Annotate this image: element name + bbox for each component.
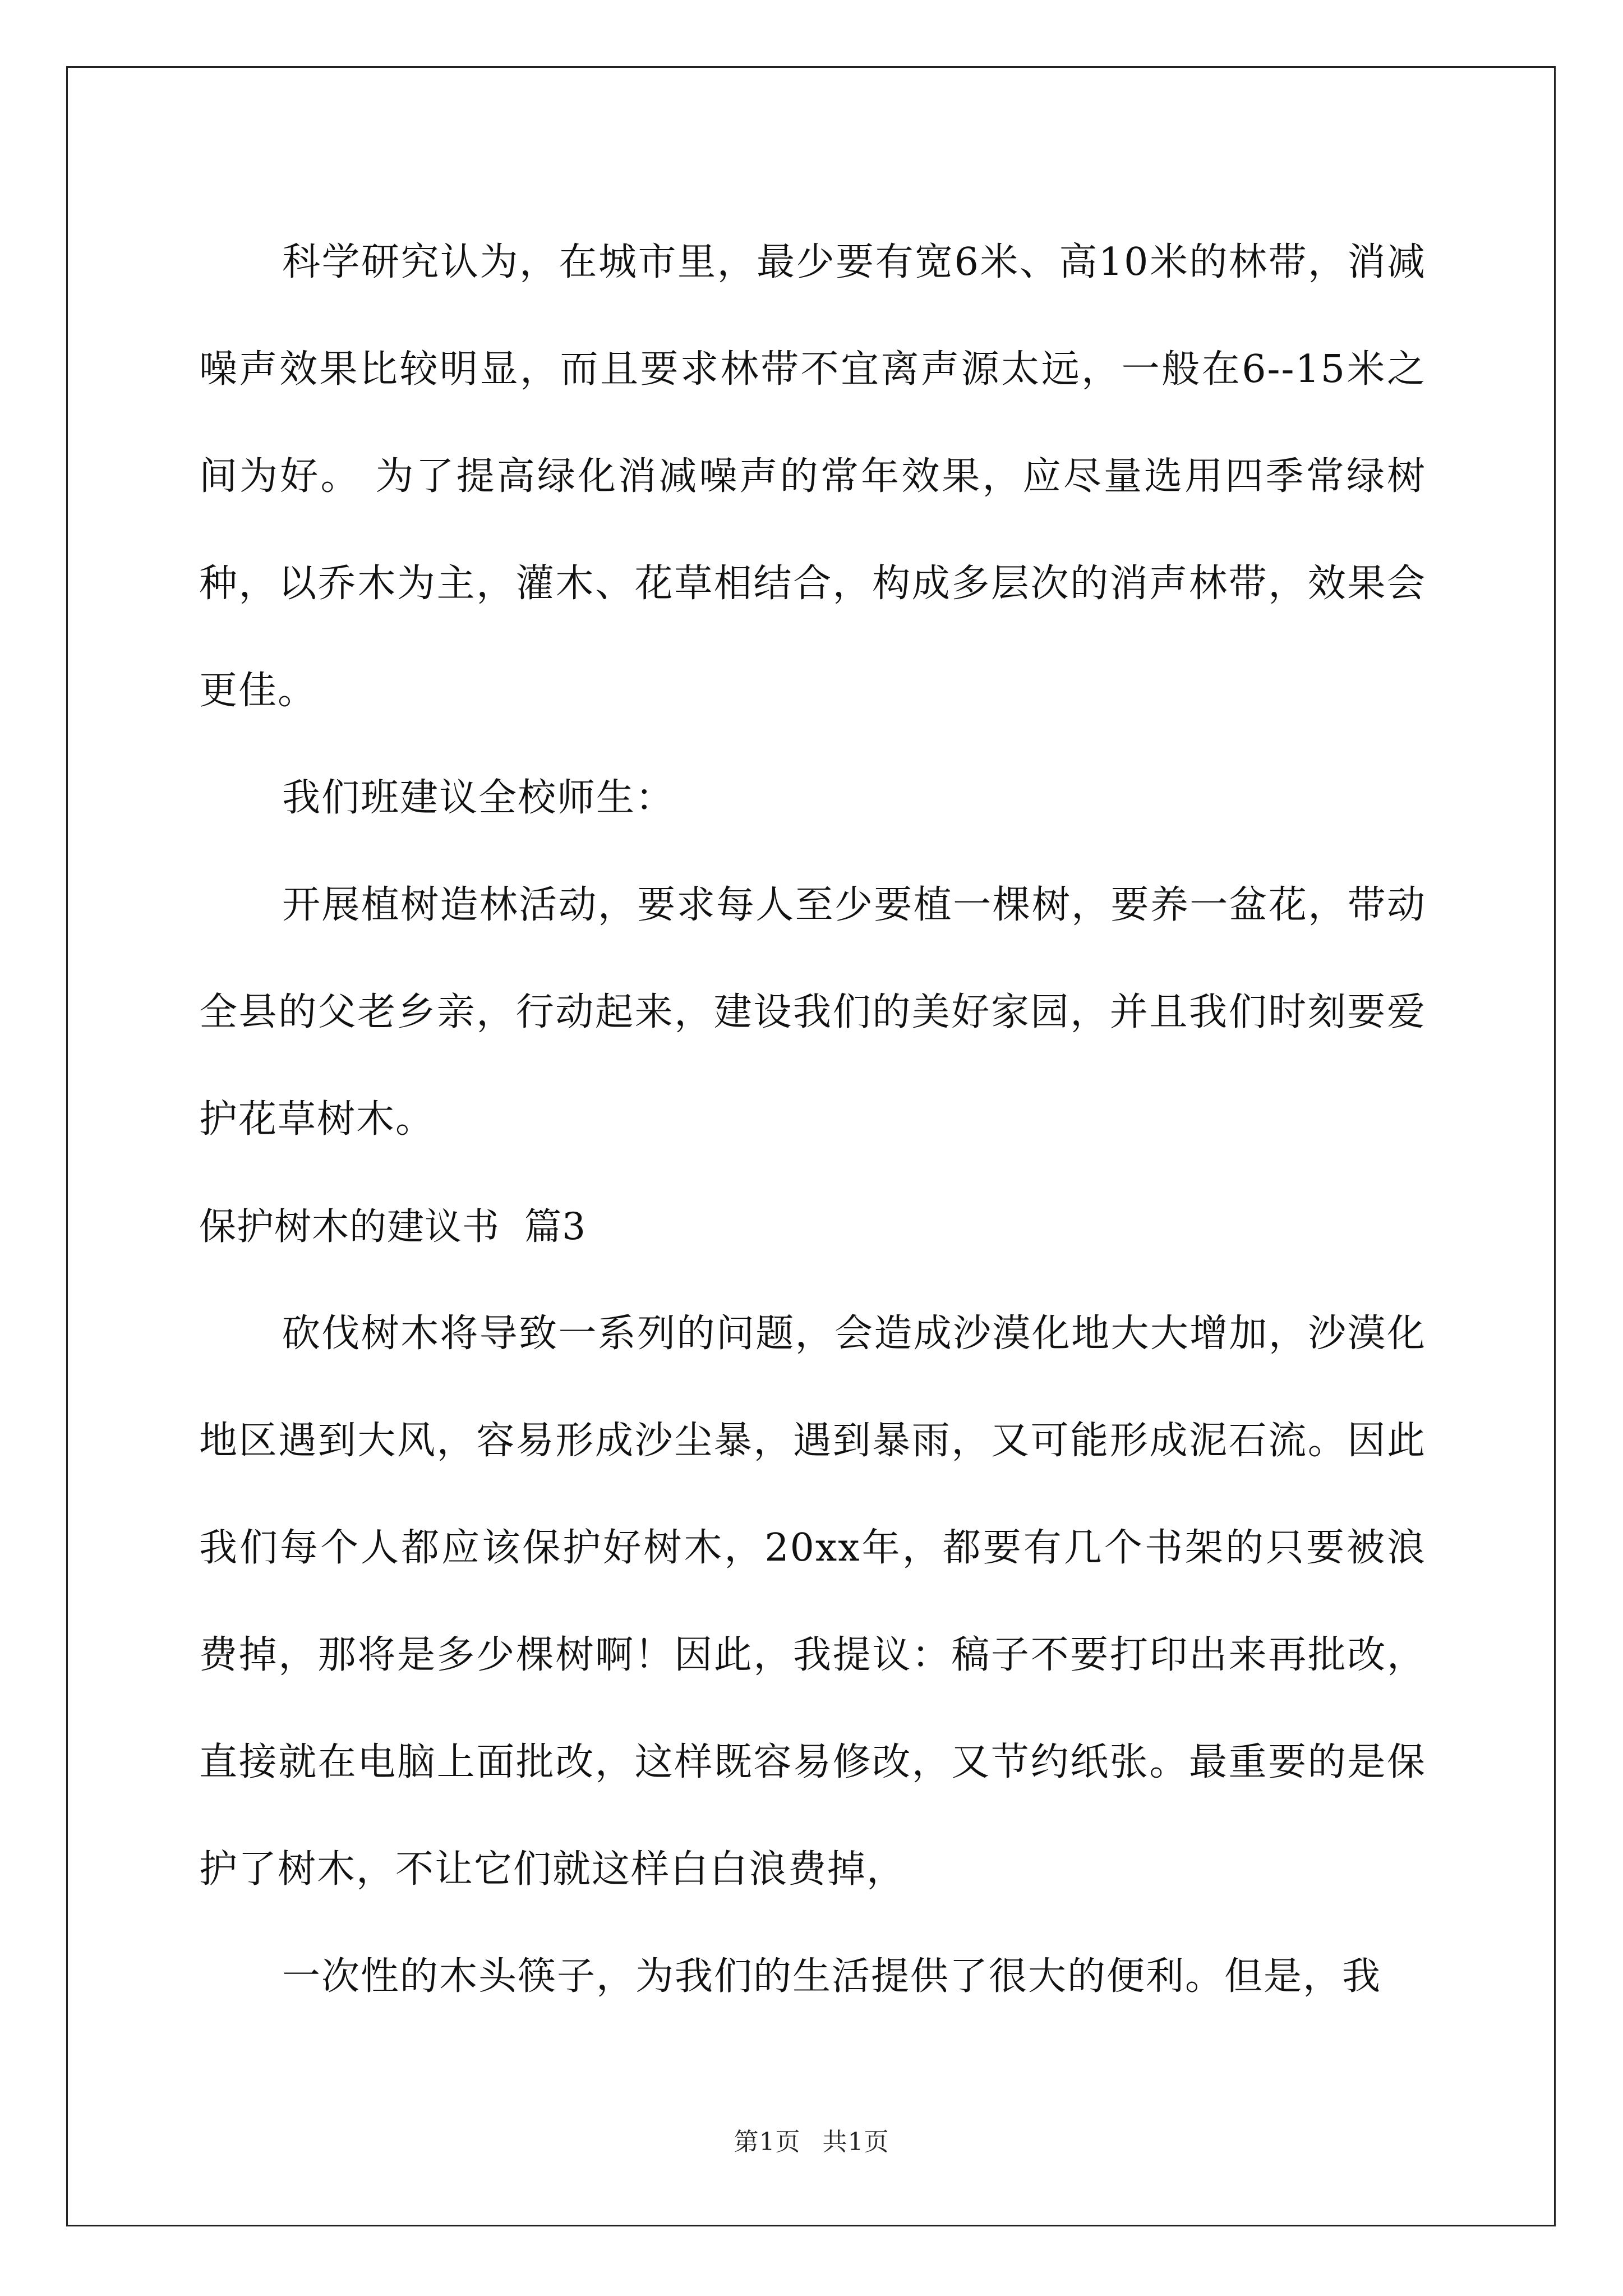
paragraph-chopsticks: 一次性的木头筷子，为我们的生活提供了很大的便利。但是，我 — [282, 1954, 1382, 1999]
page-footer — [0, 2122, 1623, 2157]
page-number-total: 共1页 — [822, 2128, 889, 2156]
paragraph-noise-reduction: 科学研究认为，在城市里，最少要有宽6米、高10米的林带，消减噪声效果比较明显，而且要求林带不宜离声源太远，一般在6--15米之间为好。 为了提高绿化消减噪声的常年效果，应尽量选用四季常绿树种，以乔木为主，灌木、花草相结合，构成多层次的消声林带，效果会更佳。 — [199, 240, 1426, 713]
paragraph-planting-activity: 开展植树造林活动，要求每人至少要植一棵树，要养一盆花，带动全县的父老乡亲，行动起来，建设我们的美好家园，并且我们时刻要爱护花草树木。 — [199, 883, 1426, 1142]
section-heading: 保护树木的建议书 篇3 — [199, 1205, 586, 1248]
page-number-current: 第1页 — [734, 2128, 801, 2156]
paragraph-class-proposal: 我们班建议全校师生： — [282, 776, 675, 820]
document-body — [199, 209, 1426, 2030]
paragraph-deforestation: 砍伐树木将导致一系列的问题，会造成沙漠化地大大增加，沙漠化地区遇到大风，容易形成沙尘暴，遇到暴雨，又可能形成泥石流。因此我们每个人都应该保护好树木，20xx年，都要有几个书架的只要被浪费掉，那将是多少棵树啊！因此，我提议：稿子不要打印出来再批改，直接就在电脑上面批改，这样既容易修改，又节约纸张。最重要的是保护了树木，不让它们就这样白白浪费掉， — [199, 1312, 1426, 1892]
